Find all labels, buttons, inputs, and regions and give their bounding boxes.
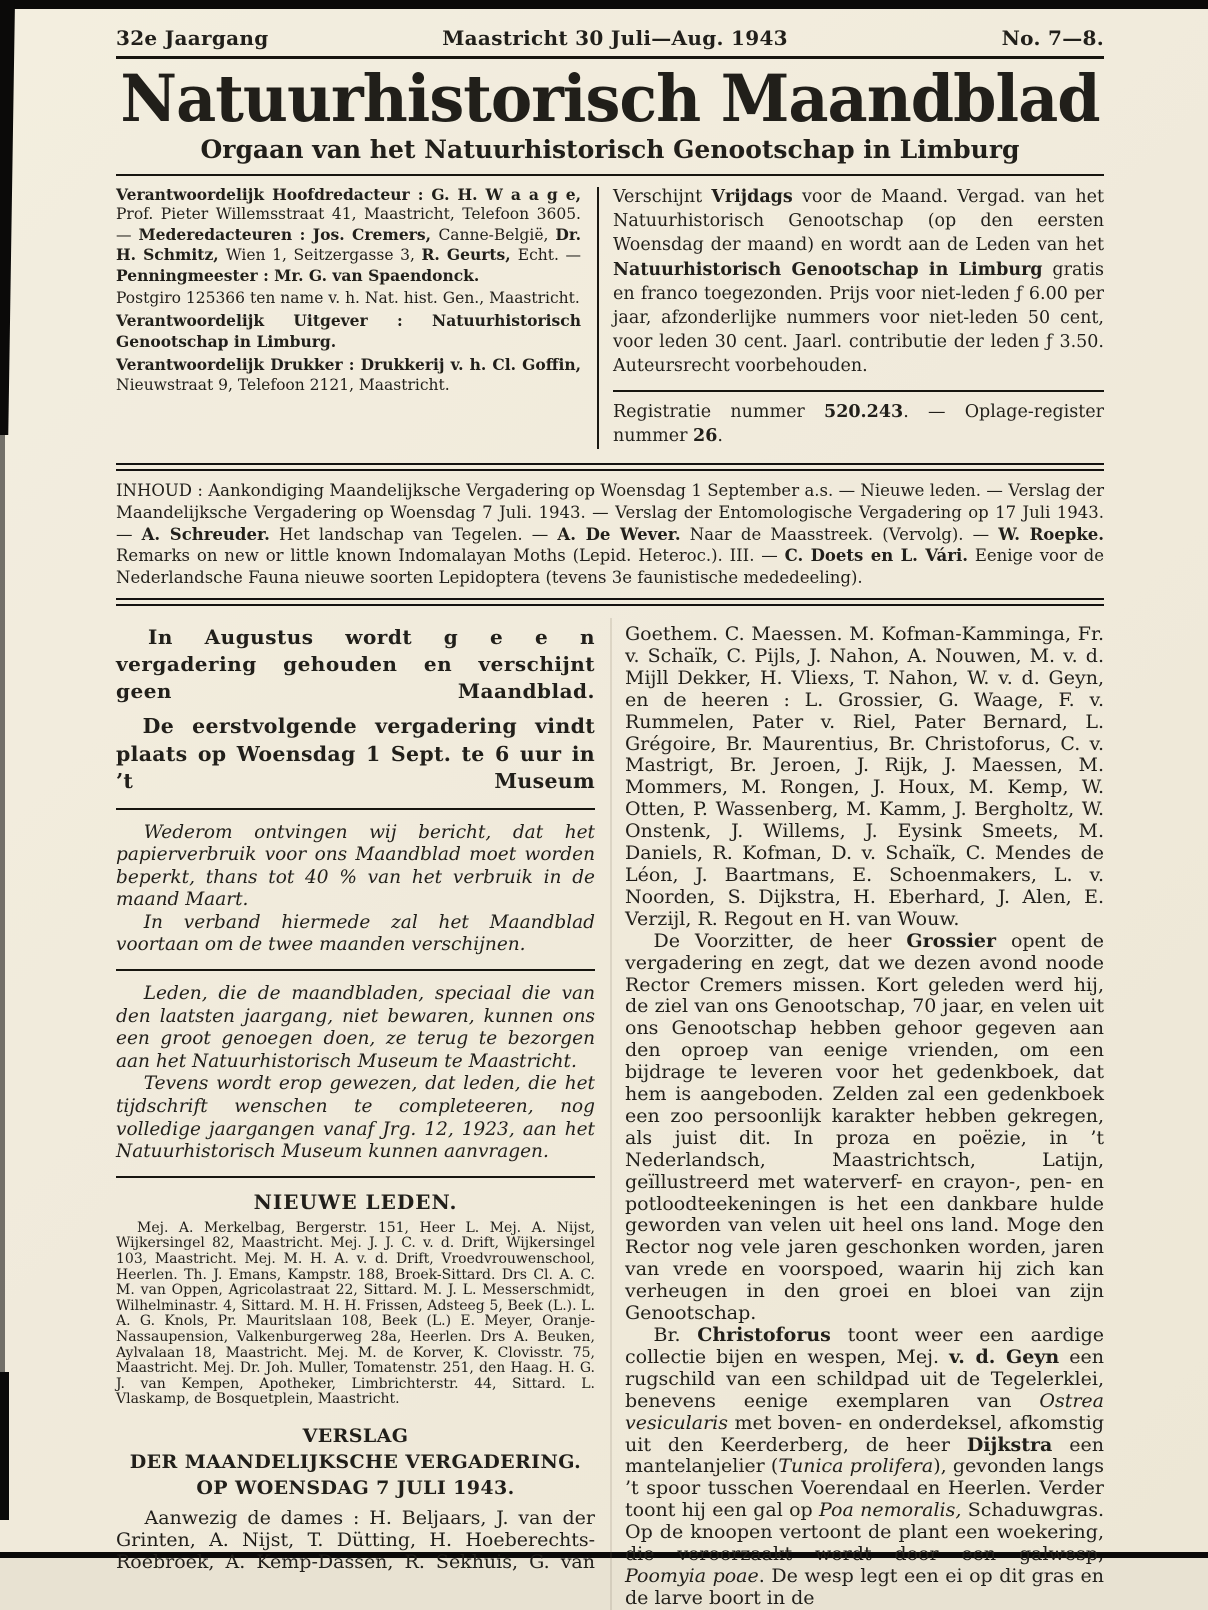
- left-rule-2: [116, 969, 595, 971]
- report-heading-line-2: DER MAANDELIJKSCHE VERGADERING.: [129, 1450, 582, 1473]
- publisher-paragraph: Verantwoordelijk Uitgever : Natuurhistorisch Genootschap in Limburg.: [116, 311, 581, 351]
- subtitle-rule: [116, 174, 1104, 176]
- chairman-opening-paragraph: De Voorzitter, de heer Grossier opent de vergadering en zegt, dat we dezen avond noode Rector Cremers missen. Kort geleden werd hij, de ziel van ons Genootschap, 70 jaar, en velen uit ons Genootschap hebben gehoor gegeven aan den oproep van eenige vrienden, om een bijdrage te leveren voor het gedenkboek, dat hem is aangeboden. Zelden zal een gedenkboek een zoo persoonlijk karakter hebben gekregen, als juist dit. In proza en poëzie, in ’t Nederlandsch, Maastrichtsch, Latijn, geïllustreerd met waterverf- en crayon-, pen- en potloodteekeningen is het een dankbare hulde geworden van velen uit heel ons land. Moge den Rector nog vele jaren geschonken worden, jaren van vrede en voorspoed, waarin hij zich kan verheugen in den groei en bloei van zijn Genootschap.: [625, 929, 1104, 1325]
- exhibits-paragraph: Br. Christoforus toont weer een aardige collectie bijen en wespen, Mej. v. d. Geyn een rugschild van een schildpad uit de Tegelerklei, benevens eenige exemplaren van Ostrea vesicularis met boven- en onderdeksel, afkomstig uit den Keerderberg, de heer Dijkstra een mantelanjelier (Tunica prolifera), gevonden langs ’t spoor tusschen Voerendaal en Heerlen. Verder toont hij een gal op Poa nemoralis, Schaduwgras. Op de knoopen vertoont de plant een woekering, die veroorzaakt wordt door een galwesp, Poomyia poae. De wesp legt een ei op dit gras en de larve boort in de: [625, 1324, 1105, 1609]
- right-column: [625, 624, 1104, 1610]
- contents-bottom-rule: [116, 598, 1104, 606]
- new-members-heading: NIEUWE LEDEN.: [253, 1189, 458, 1214]
- masthead-right-column: [613, 185, 1104, 451]
- masthead: [116, 185, 1104, 451]
- new-members-list: Mej. A. Merkelbag, Bergerstr. 151, Heer L. Mej. A. Nijst, Wijkersingel 82, Maastricht. Mej. J. J. C. v. d. Drift, Wijkersingel 103, Maastricht. Mej. M. H. A. v. d. Drift, Vroedvrouwenschool, Heerlen. Th. J. Emans, Kampstr. 188, Broek-Sittard. Drs Cl. A. C. M. van Oppen, Agricolastraat 22, Sittard. M. J. L. Messerschmidt, Wilhelminastr. 4, Sittard. M. H. H. Frissen, Adsteeg 5, Beek (L.). L. A. G. Knols, Pr. Mauritslaan 108, Beek (L.) E. Meyer, Oranje-Nassaupension, Valkenburgerweg 28a, Heerlen. Drs A. Beuken, Aylvalaan 18, Maastricht. Mej. M. de Korver, K. Clovisstr. 75, Maastricht. Mej. Dr. Joh. Muller, Tomatenstr. 251, den Haag. H. G. J. van Kempen, Apotheker, Limbrichterstr. 44, Sittard. L. Vlaskamp, de Bosquetplein, Maastricht.: [116, 1219, 595, 1408]
- body-columns: [116, 624, 1104, 1610]
- printer-paragraph: Verantwoordelijk Drukker : Drukkerij v. h. Cl. Goffin, Nieuwstraat 9, Telefoon 2121, Maastricht.: [116, 355, 581, 394]
- attendees-continuation: Goethem. C. Maessen. M. Kofman-Kamminga, Fr. v. Schaïk, C. Pijls, J. Nahon, A. Nouwen, M. v. d. Mijll Dekker, H. Vliexs, T. Nahon, W. v. d. Geyn, en de heeren : L. Grossier, G. Waage, F. v. Rummelen, Pater v. Riel, Pater Bernard, L. Grégoire, Br. Maurentius, Br. Christoforus, C. v. Mastrigt, Br. Jeroen, J. Rijk, J. Maessen, M. Mommers, M. Rongen, J. Houx, M. Kemp, W. Otten, P. Wassenberg, M. Kamm, J. Bergholtz, W. Onstenk, J. Willems, J. Eysink Smeets, M. Daniels, R. Kofman, D. v. Schaïk, C. Mendes de Léon, J. Baartmans, E. Schoenmakers, L. v. Noorden, S. Dijkstra, H. Eberhard, J. Alen, E. Verzijl, R. Regout en H. van Wouw.: [625, 623, 1104, 930]
- left-rule-3: [116, 1176, 595, 1178]
- issue-date: Maastricht 30 Juli—Aug. 1943: [442, 26, 788, 50]
- editors-paragraph: Verantwoordelijk Hoofdredacteur : G. H. W a a g e, Prof. Pieter Willemsstraat 41, Maastricht, Telefoon 3605. — Mederedacteuren : Jos. Cremers, Canne-België, Dr. H. Schmitz, Wien 1, Seitzergasse 3, R. Geurts, Echt. — Penningmeester : Mr. G. van Spaendonck.: [116, 185, 581, 285]
- return-issues-notice: Leden, die de maandbladen, speciaal die van den laatsten jaargang, niet bewaren, kunnen ons een groot genoegen doen, ze terug te bezorgen aan het Natuurhistorisch Museum te Maastricht.: [116, 983, 595, 1072]
- masthead-left-column: [116, 185, 581, 451]
- registration-rule: [613, 390, 1104, 392]
- postgiro-line: Postgiro 125366 ten name v. h. Nat. hist. Gen., Maastricht.: [116, 289, 580, 308]
- volume-label: 32e Jaargang: [116, 26, 269, 50]
- left-rule-1: [116, 808, 595, 810]
- column-crease: [610, 618, 612, 1610]
- subscription-paragraph: Verschijnt Vrijdags voor de Maand. Vergad. van het Natuurhistorisch Genootschap (op den eersten Woensdag der maand) en wordt aan de Leden van het Natuurhistorisch Genootschap in Limburg gratis en franco toegezonden. Prijs voor niet-leden ƒ 6.00 per jaar, afzonderlijke nummers voor niet-leden 50 cent, voor leden 30 cent. Jaarl. contributie der leden ƒ 3.50. Auteursrecht voorbehouden.: [613, 187, 1104, 377]
- journal-title: Natuurhistorisch Maandblad: [120, 60, 1100, 137]
- monthly-meeting-report-heading: [116, 1423, 595, 1501]
- next-meeting-notice: De eerstvolgende vergadering vindt plaats op Woensdag 1 Sept. te 6 uur in ’t Museum: [116, 714, 595, 794]
- attendees-paragraph: Aanwezig de dames : H. Beljaars, J. van der Grinten, A. Nijst, T. Dütting, H. Hoeberechts-Roebroek, A. Kemp-Dassen, R. Sekhuis, G. van: [116, 1506, 595, 1573]
- journal-subtitle: Orgaan van het Natuurhistorisch Genootschap in Limburg: [200, 135, 1020, 164]
- contents-top-rule: [116, 463, 1104, 471]
- report-heading-line-1: VERSLAG: [302, 1424, 409, 1447]
- registration-line: Registratie nummer 520.243. — Oplage-register nummer 26.: [613, 401, 1104, 446]
- bimonthly-notice: In verband hiermede zal het Maandblad voortaan om de twee maanden verschijnen.: [116, 911, 595, 956]
- report-heading-line-3: OP WOENSDAG 7 JULI 1943.: [196, 1476, 515, 1499]
- header-rule: [116, 56, 1104, 59]
- no-august-meeting-notice: In Augustus wordt g e e n vergadering gehouden en verschijnt geen Maandblad.: [116, 625, 595, 704]
- masthead-divider: [597, 187, 599, 449]
- contents-paragraph: INHOUD : Aankondiging Maandelijksche Vergadering op Woensdag 1 September a.s. — Nieuwe leden. — Verslag der Maandelijksche Vergadering op Woensdag 7 Juli. 1943. — Verslag der Entomologische Vergadering op 17 Juli 1943. — A. Schreuder. Het landschap van Tegelen. — A. De Wever. Naar de Maasstreek. (Vervolg). — W. Roepke. Remarks on new or little known Indomalayan Moths (Lepid. Heteroc.). III. — C. Doets en L. Vári. Eenige voor de Nederlandsche Fauna nieuwe soorten Lepidoptera (tevens 3e faunistische mededeeling).: [116, 481, 1105, 588]
- paper-restriction-notice: Wederom ontvingen wij bericht, dat het papierverbruik voor ons Maandblad moet worden beperkt, thans tot 40 % van het verbruik in de maand Maart.: [116, 821, 595, 911]
- complete-volumes-notice: Tevens wordt erop gewezen, dat leden, die het tijdschrift wenschen te completeeren, nog volledige jaargangen vanaf Jrg. 12, 1923, aan het Natuurhistorisch Museum kunnen aanvragen.: [116, 1073, 595, 1163]
- issue-number: No. 7—8.: [1001, 26, 1104, 50]
- left-column: [116, 624, 595, 1610]
- issue-header-row: [116, 26, 1104, 50]
